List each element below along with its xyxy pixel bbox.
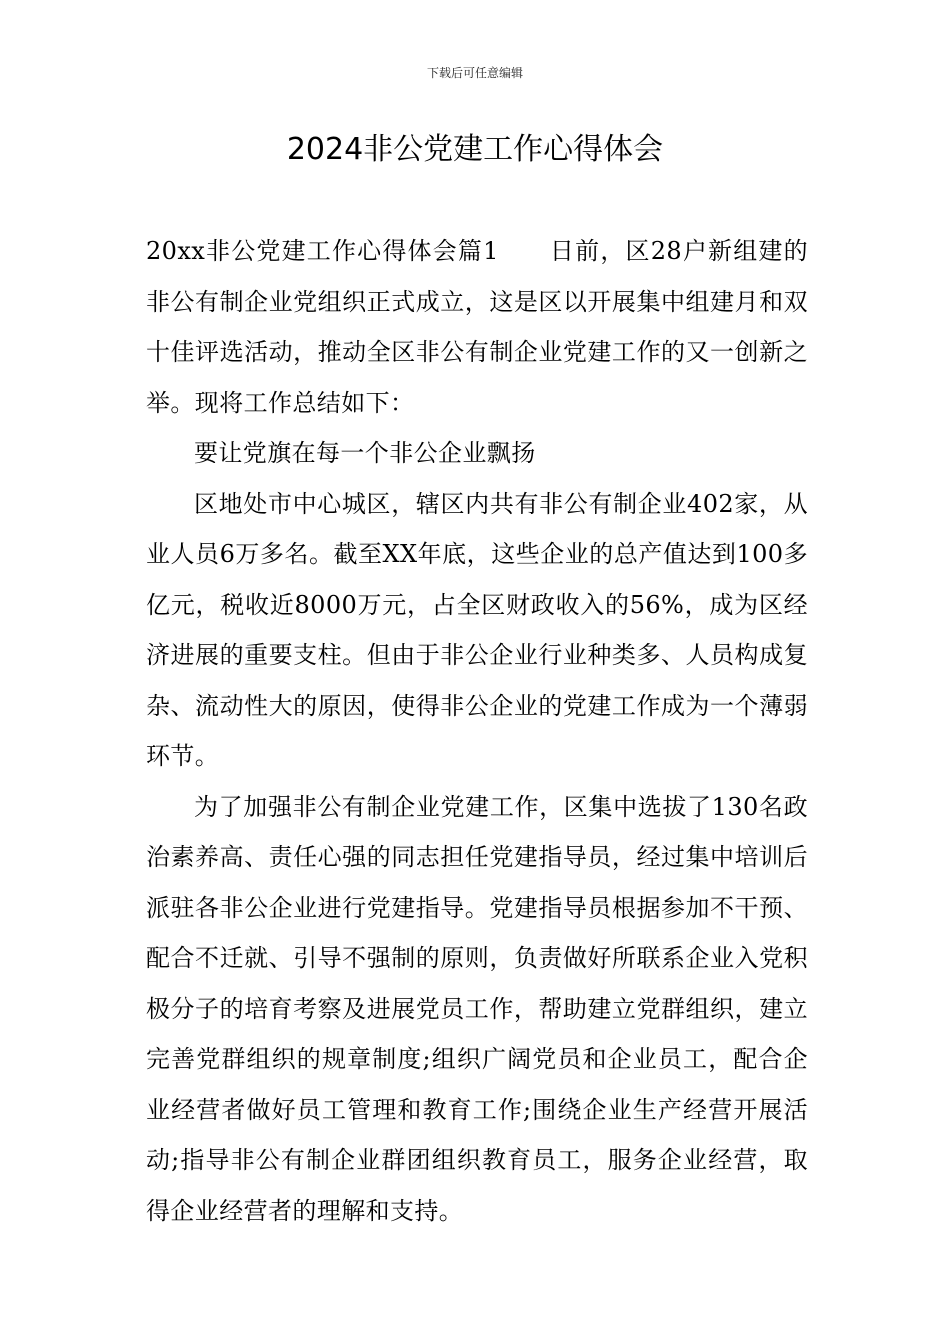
document-title: 2024非公党建工作心得体会: [286, 132, 664, 167]
paragraph-1: 20xx非公党建工作心得体会篇1 日前，区28户新组建的非公有制企业党组织正式成立，这是区以开展集中组建月和双十佳评选活动，推动全区非公有制企业党建工作的又一创新之举。现将工作总结如下：: [146, 237, 808, 417]
paragraph-3: 区地处市中心城区，辖区内共有非公有制企业402家，从业人员6万多名。截至XX年底，这些企业的总产值达到100多亿元，税收近8000万元，占全区财政收入的56%，成为区经济进展的重要支柱。但由于非公企业行业种类多、人员构成复杂、流动性大的原因，使得非公企业的党建工作成为一个薄弱环节。: [146, 489, 808, 770]
document-body: [146, 226, 808, 1236]
paragraph-2: 要让党旗在每一个非公企业飘扬: [194, 439, 536, 467]
paragraph-4: 为了加强非公有制企业党建工作，区集中选拔了130名政治素养高、责任心强的同志担任党建指导员，经过集中培训后派驻各非公企业进行党建指导。党建指导员根据参加不干预、配合不迁就、引导不强制的原则，负责做好所联系企业入党积极分子的培育考察及进展党员工作，帮助建立党群组织，建立完善党群组织的规章制度;组织广阔党员和企业员工，配合企业经营者做好员工管理和教育工作;围绕企业生产经营开展活动;指导非公有制企业群团组织教育员工，服务企业经营，取得企业经营者的理解和支持。: [146, 792, 808, 1225]
header-note: 下载后可任意编辑: [426, 66, 523, 80]
